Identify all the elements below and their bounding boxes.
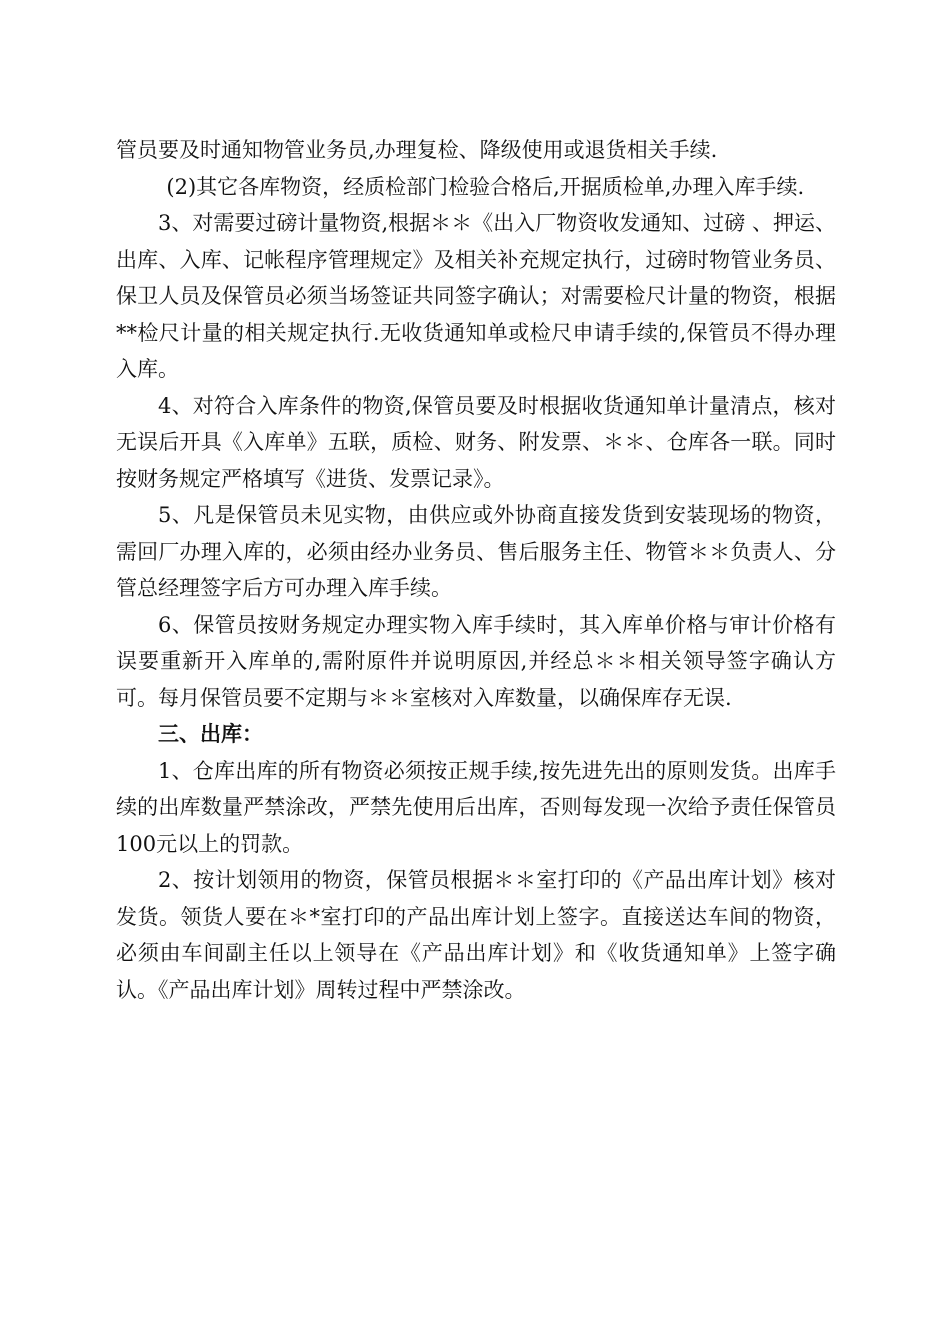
paragraph-item-3: 3、对需要过磅计量物资,根据＊＊《出入厂物资收发通知、过磅 、押运、出库、入库、记帐程序管理规定》及相关补充规定执行，过磅时物管业务员、保卫人员及保管员必须当场签证共同签字确认；对需要检尺计量的物资，根据**检尺计量的相关规定执行.无收货通知单或检尺申请手续的,保管员不得办理入库。 — [116, 211, 836, 381]
paragraph-item-2: (2)其它各库物资，经质检部门检验合格后,开据质检单,办理入库手续. — [166, 174, 805, 199]
section-heading-outbound: 三、出库： — [158, 721, 263, 746]
paragraph-item-6: 6、保管员按财务规定办理实物入库手续时，其入库单价格与审计价格有误要重新开入库单的,需附原件并说明原因,并经总＊＊相关领导签字确认方可。每月保管员要不定期与＊＊室核对入库数量，以确保库存无误. — [116, 612, 836, 710]
paragraph-item-4: 4、对符合入库条件的物资,保管员要及时根据收货通知单计量清点，核对无误后开具《入库单》五联，质检、财务、附发票、＊＊、仓库各一联。同时按财务规定严格填写《进货、发票记录》。 — [116, 393, 836, 491]
paragraph-continuation: 管员要及时通知物管业务员,办理复检、降级使用或退货相关手续. — [116, 138, 718, 162]
paragraph-outbound-1: 1、仓库出库的所有物资必须按正规手续,按先进先出的原则发货。出库手续的出库数量严禁涂改，严禁先使用后出库，否则每发现一次给予责任保管员100元以上的罚款。 — [116, 758, 836, 856]
paragraph-outbound-2: 2、按计划领用的物资，保管员根据＊＊室打印的《产品出库计划》核对发货。领货人要在＊*室打印的产品出库计划上签字。直接送达车间的物资，必须由车间副主任以上领导在《产品出库计划》和《收货通知单》上签字确认。《产品出库计划》周转过程中严禁涂改。 — [116, 868, 836, 1002]
document-body — [116, 132, 836, 1008]
paragraph-item-5: 5、凡是保管员未见实物，由供应或外协商直接发货到安装现场的物资，需回厂办理入库的，必须由经办业务员、售后服务主任、物管＊＊负责人、分管总经理签字后方可办理入库手续。 — [116, 503, 836, 600]
